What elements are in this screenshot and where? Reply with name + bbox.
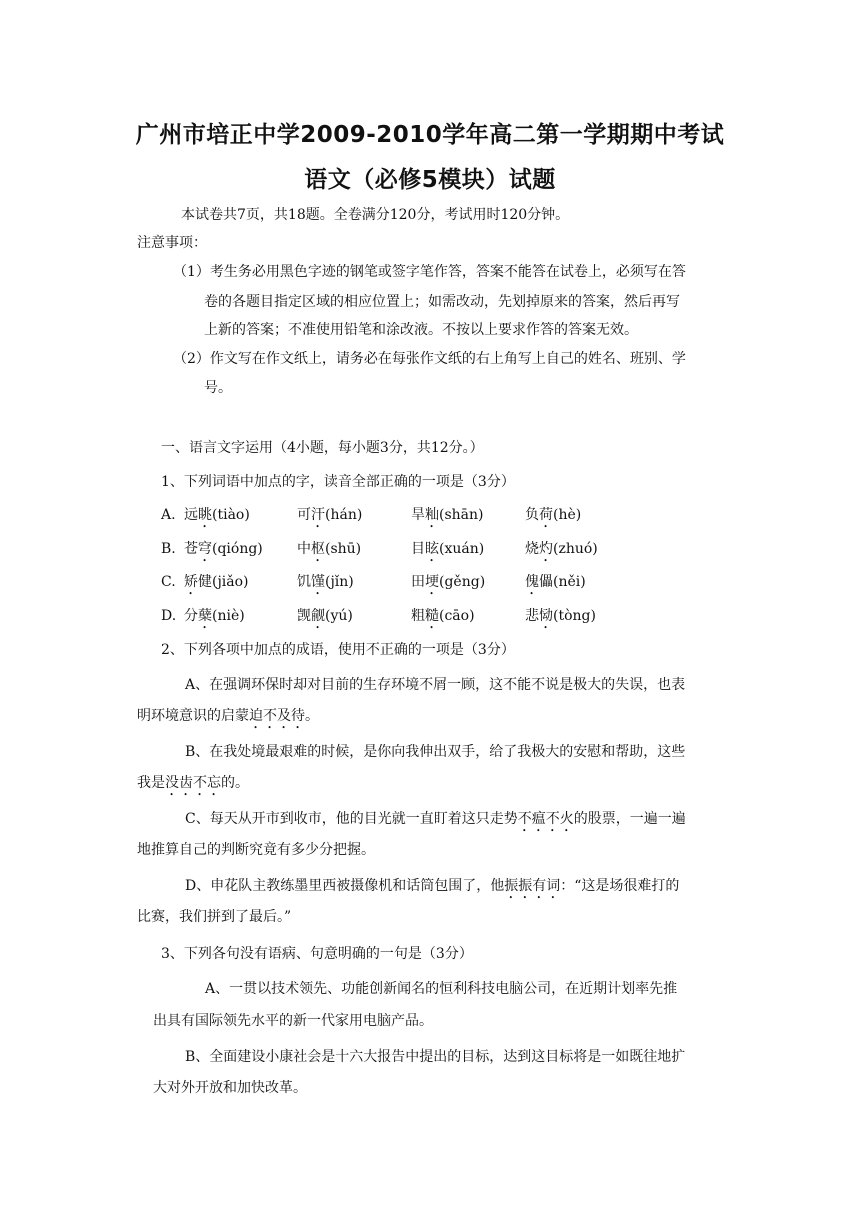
notice-item-2-line-2: 号。 — [204, 380, 232, 396]
exam-intro: 本试卷共7页，共18题。全卷满分120分，考试用时120分钟。 — [181, 207, 570, 223]
q1-option-c-item: 田埂(gěng) — [411, 574, 486, 590]
q3-option-a-line-2: 出具有国际领先水平的新一代家用电脑产品。 — [153, 1013, 433, 1029]
notice-item-1-line-2: 卷的各题目指定区域的相应位置上；如需改动，先划掉原来的答案，然后再写 — [204, 294, 680, 310]
exam-subtitle: 语文（必修5模块）试题 — [304, 167, 556, 193]
question-3-stem: 3、下列各句没有语病、句意明确的一句是（3分） — [161, 946, 473, 962]
q1-option-a-item: 远眺(tiào) — [184, 507, 250, 523]
q2-option-c-line-2: 地推算自己的判断究竟有多少分把握。 — [137, 842, 375, 858]
question-2-stem: 2、下列各项中加点的成语，使用不正确的一项是（3分） — [161, 642, 515, 658]
q1-option-b-item: 目眩(xuán) — [411, 541, 485, 557]
q3-option-b-line-2: 大对外开放和加快改革。 — [153, 1080, 307, 1096]
q1-option-c-item: 矫健(jiǎo) — [184, 574, 249, 590]
q1-option-b-item: 中枢(shū) — [297, 541, 362, 557]
q1-option-a-item: 负荷(hè) — [525, 507, 582, 523]
q2-option-b-line-1: B、在我处境最艰难的时候，是你向我伸出双手，给了我极大的安慰和帮助，这些 — [185, 744, 686, 760]
q3-option-b-line-1: B、全面建设小康社会是十六大报告中提出的目标，达到这目标将是一如既往地扩 — [185, 1049, 686, 1065]
q1-option-d-item: 分蘖(niè) — [184, 608, 245, 624]
q1-option-a-item: 可汗(hán) — [297, 507, 363, 523]
q1-option-a-item: 旱籼(shān) — [411, 507, 484, 523]
q2-option-c-line-1: C、每天从开市到收市，他的目光就一直盯着这只走势不瘟不火的股票，一遍一遍 — [185, 811, 686, 827]
notice-heading: 注意事项： — [137, 235, 207, 251]
notice-item-1-line-1: （1）考生务必用黑色字迹的钢笔或签字笔作答，答案不能答在试卷上，必须写在答 — [173, 264, 686, 280]
notice-item-2-line-1: （2）作文写在作文纸上，请务必在每张作文纸的右上角写上自己的姓名、班别、学 — [173, 351, 686, 367]
q2-option-d-line-1: D、申花队主教练墨里西被摄像机和话筒包围了，他振振有词：“这是场很难打的 — [185, 878, 680, 894]
exam-title: 广州市培正中学2009-2010学年高二第一学期期中考试 — [135, 122, 725, 148]
q3-option-a-line-1: A、一贯以技术领先、功能创新闻名的恒利科技电脑公司，在近期计划率先推 — [205, 981, 678, 997]
q2-option-a-line-2: 明环境意识的启蒙迫不及待。 — [137, 708, 319, 724]
q1-option-d-label: D. — [161, 608, 177, 624]
notice-item-1-line-3: 上新的答案；不准使用铅笔和涂改液。不按以上要求作答的答案无效。 — [204, 322, 638, 338]
question-1-stem: 1、下列词语中加点的字，读音全部正确的一项是（3分） — [161, 474, 515, 490]
q1-option-d-item: 觊觎(yú) — [297, 608, 353, 624]
q1-option-c-item: 饥馑(jǐn) — [297, 574, 354, 590]
q1-option-c-item: 傀儡(něi) — [525, 574, 586, 590]
q1-option-c-label: C. — [161, 574, 176, 590]
q2-option-a-line-1: A、在强调环保时却对目前的生存环境不屑一顾，这不能不说是极大的失误，也表 — [185, 677, 686, 693]
section-1-heading: 一、语言文字运用（4小题，每小题3分，共12分。） — [161, 440, 484, 456]
q2-option-d-line-2: 比赛，我们拼到了最后。” — [137, 909, 292, 925]
q1-option-b-item: 烧灼(zhuó) — [525, 541, 598, 557]
q1-option-d-item: 粗糙(cāo) — [411, 608, 475, 624]
q2-option-b-line-2: 我是没齿不忘的。 — [137, 775, 249, 791]
q1-option-d-item: 悲恸(tòng) — [525, 608, 596, 624]
q1-option-b-item: 苍穹(qióng) — [184, 541, 263, 557]
q1-option-a-label: A. — [161, 507, 176, 523]
q1-option-b-label: B. — [161, 541, 176, 557]
